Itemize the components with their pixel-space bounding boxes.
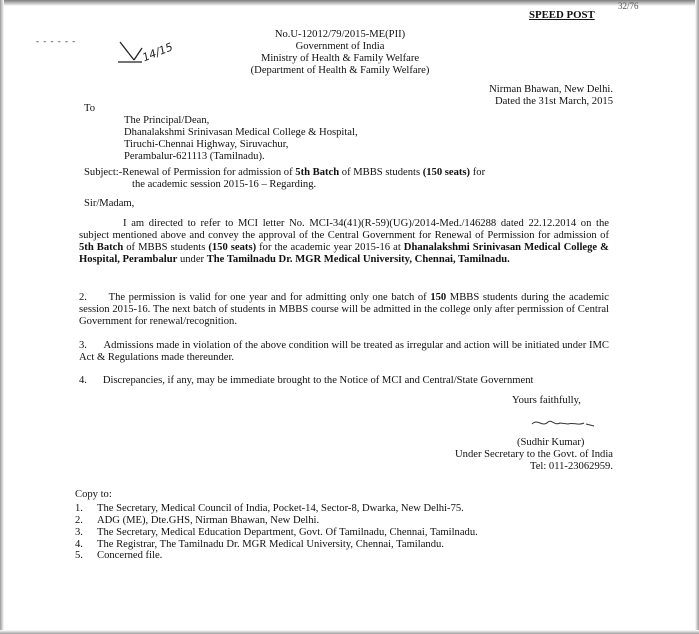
addressee-line: The Principal/Dean, <box>124 115 210 126</box>
para1-university: The Tamilnadu Dr. MGR Medical University, Chennai, Tamilnadu. <box>206 253 510 265</box>
para1-text: under <box>177 253 207 265</box>
para2-count: 150 <box>430 292 447 303</box>
copy-text: The Registrar, The Tamilnadu Dr. MGR Medical University, Chennai, Tamilandu. <box>97 538 444 550</box>
list-item <box>75 550 635 562</box>
subject-seats: (150 seats) <box>422 167 471 178</box>
corner-mark: 32/76 <box>618 1 639 11</box>
ministry-line: Ministry of Health & Family Welfare <box>260 53 420 64</box>
copy-number: 2. <box>75 514 83 526</box>
copy-text: Concerned file. <box>97 550 163 562</box>
government-line: Government of India <box>295 41 385 52</box>
signature <box>528 414 598 436</box>
margin-mark: - - - - - - <box>36 36 77 46</box>
subject-line-2: the academic session 2015-16 – Regarding. <box>132 179 317 190</box>
copy-text: The Secretary, Medical Council of India, Pocket-14, Sector-8, Dwarka, New Delhi-75. <box>97 503 464 514</box>
paragraph-3 <box>79 340 609 364</box>
copy-number: 5. <box>75 550 83 562</box>
signatory-tel: Tel: 011-23062959. <box>529 461 613 472</box>
handwritten-initial-mark <box>112 34 182 74</box>
list-item <box>75 515 635 527</box>
para1-college: Dhanalakshmi Srinivasan Medical College & Hospital, Perambalur <box>79 241 609 265</box>
scan-border-top <box>0 0 699 6</box>
handwritten-initial <box>112 34 182 78</box>
paragraph-2 <box>79 292 609 328</box>
copy-to-label: Copy to: <box>75 489 112 500</box>
signatory-designation: Under Secretary to the Govt. of India <box>455 449 613 460</box>
scan-border-bottom <box>0 630 699 634</box>
copy-text: The Secretary, Medical Education Department, Govt. Of Tamilnadu, Chennai, Tamilnadu. <box>97 526 478 538</box>
file-number: No.U-12012/79/2015-ME(PII) <box>274 29 406 40</box>
date-line: Dated the 31st March, 2015 <box>495 96 613 107</box>
addressee-line: Tiruchi-Chennai Highway, Siruvachur, <box>124 139 289 150</box>
para1-text: for the academic year 2015-16 at <box>256 241 404 253</box>
place-line: Nirman Bhawan, New Delhi. <box>489 84 613 95</box>
para4-text: Discrepancies, if any, may be immediate brought to the Notice of MCI and Central/State Government <box>102 375 534 386</box>
para2-text: MBBS students during the academic session 2015-16. The next batch of students in MBBS course will be admitted in the college only after permission of Central Government for renewal/recognition. <box>79 292 609 327</box>
para1-seats: (150 seats) <box>208 241 257 253</box>
signatory-name: (Sudhir Kumar) <box>517 437 585 448</box>
speed-post-label: SPEED POST <box>529 9 595 21</box>
handwritten-initial-text: 14/15 <box>140 40 175 65</box>
department-line: (Department of Health & Family Welfare) <box>250 65 430 76</box>
para2-text: The permission is valid for one year and for admitting only one batch of <box>108 292 431 303</box>
para2-number: 2. <box>79 292 87 303</box>
subject-batch: 5th Batch <box>295 167 340 178</box>
para1-batch: 5th Batch <box>79 241 124 253</box>
scan-border-left <box>0 0 4 634</box>
signature-scribble <box>528 414 598 432</box>
para3-number: 3. <box>79 340 87 351</box>
para4-number: 4. <box>79 375 87 386</box>
scan-border-right <box>695 0 699 634</box>
list-item <box>75 527 635 539</box>
addressee-line: Perambalur-621113 (Tamilnadu). <box>124 151 265 162</box>
subject-mid: of MBBS students <box>339 167 423 178</box>
copy-number: 4. <box>75 538 83 550</box>
to-label: To <box>84 103 96 114</box>
copy-to-list <box>75 503 635 562</box>
list-item <box>75 503 635 515</box>
copy-number: 1. <box>75 503 83 514</box>
salutation: Sir/Madam, <box>84 198 135 209</box>
copy-number: 3. <box>75 526 83 538</box>
closing: Yours faithfully, <box>512 395 581 406</box>
list-item <box>75 539 635 551</box>
paragraph-1 <box>79 218 609 265</box>
subject-suffix: for <box>470 167 486 178</box>
paragraph-4 <box>79 375 609 387</box>
addressee-line: Dhanalakshmi Srinivasan Medical College & Hospital, <box>124 127 358 138</box>
subject-line <box>84 167 485 179</box>
copy-text: ADG (ME), Dte.GHS, Nirman Bhawan, New Delhi. <box>97 514 320 526</box>
para1-text: of MBBS students <box>123 241 209 253</box>
subject-prefix: Subject:-Renewal of Permission for admission of <box>84 167 296 178</box>
para1-text: I am directed to refer to MCI letter No. MCI-34(41)(R-59)(UG)/2014-Med./146288 dated 22.12.2014 on the subject mentioned above and convey the approval of the Central Government for Renewal of Permission for admission of <box>79 218 609 241</box>
para3-text: Admissions made in violation of the above condition will be treated as irregular and action will be initiated under IMC Act & Regulations made thereunder. <box>79 340 610 363</box>
